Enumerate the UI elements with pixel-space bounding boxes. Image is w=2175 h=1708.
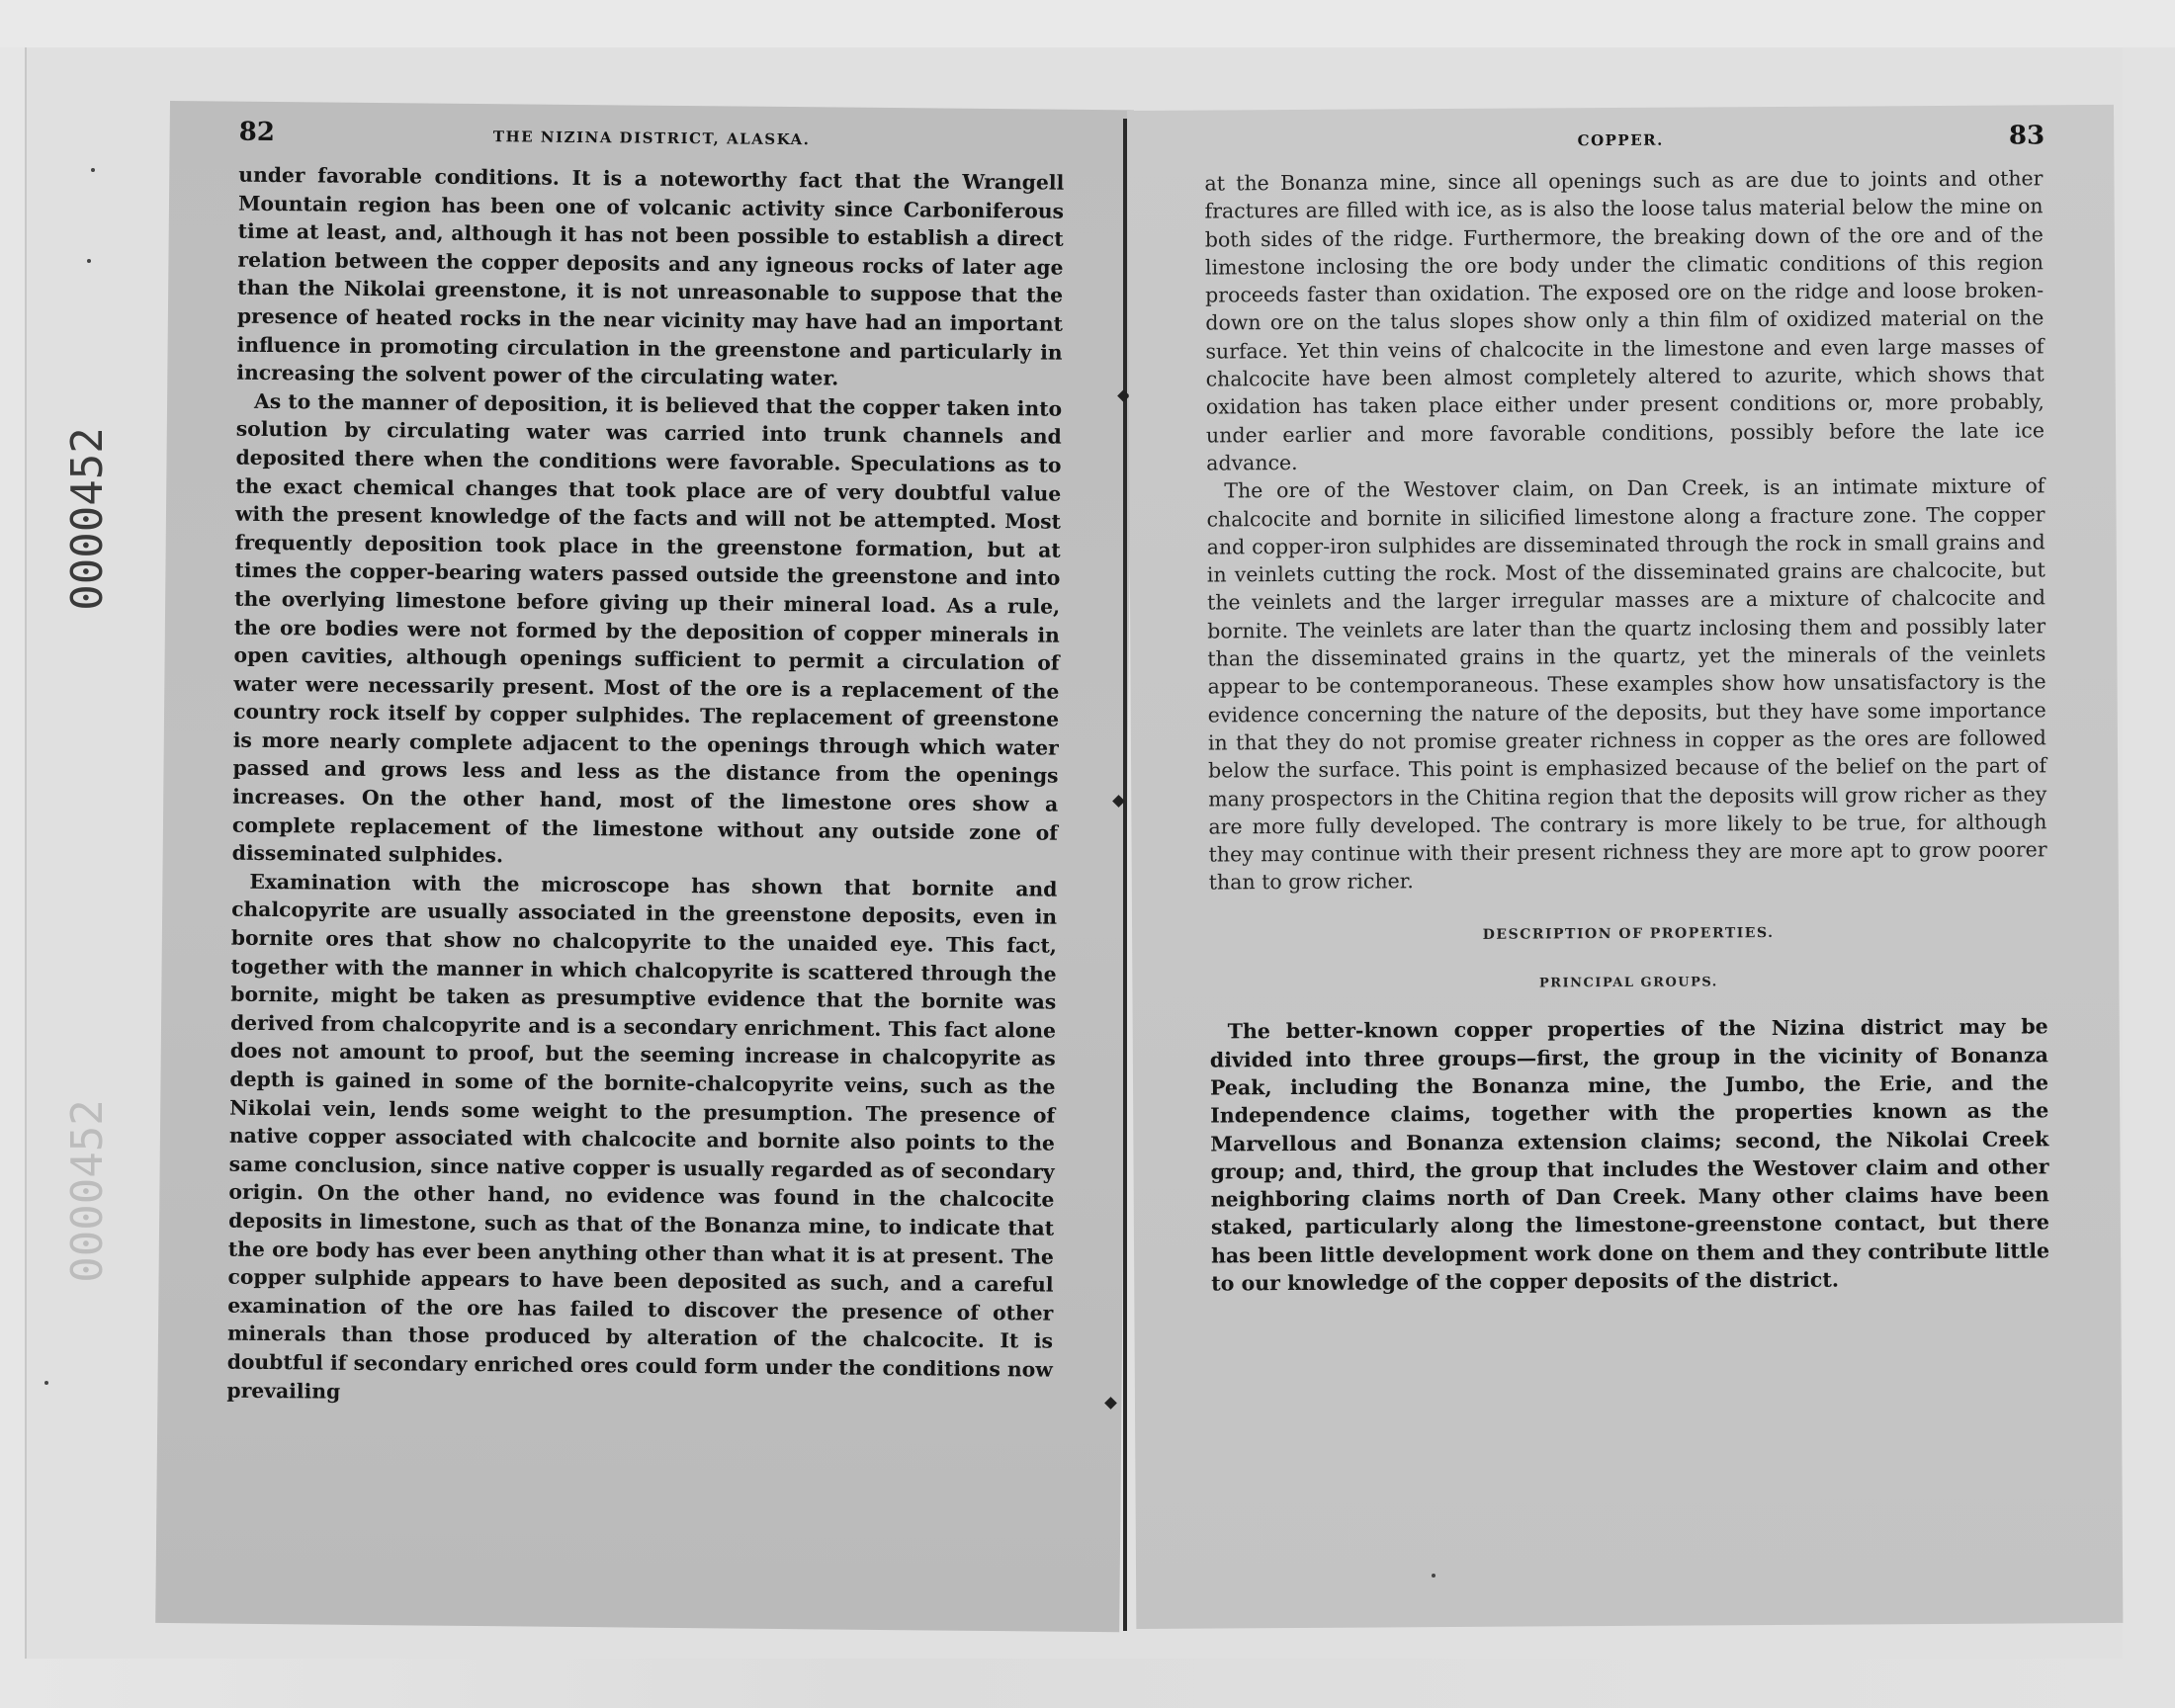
subsection-heading: PRINCIPAL GROUPS.	[1538, 975, 1718, 991]
right-page	[1127, 105, 2123, 1629]
right-paragraph-1: at the Bonanza mine, since all openings such as are due to joints and other fractures are filled with ice, as is also the loose talus material below the mine on both sides of the ridge. Furthermore, the breaking down of the ore and of the limestone inclosing the ore body under the climatic conditions of this region proceeds faster than oxidation. The exposed ore on the ridge and loose broken-down ore on the talus slopes show only a thin film of oxidized material on the surface. Yet thin veins of chalcocite in the limestone and even large masses of chalcocite have been almost completely altered to azurite, which shows that oxidation has taken place either under present conditions or, more probably, under earlier and more favorable conditions, possibly before the late ice advance.	[1204, 166, 2045, 475]
left-body-text	[226, 161, 1064, 1412]
left-paragraph-3: Examination with the microscope has shown that bornite and chalcopyrite are usually associated in the greenstone deposits, even in bornite ores that show no chalcopyrite to the unaided eye. This fact, together with the manner in which chalcopyrite is scattered through the bornite, might be taken as presumptive evidence that the bornite was derived from chalcopyrite and is a secondary enrichment. This fact alone does not amount to proof, but the seeming increase in chalcopyrite as depth is gained in some of the bornite-chalcopyrite veins, such as the Nikolai vein, lends some weight to the presumption. The presence of native copper associated with chalcocite and bornite also points to the same conclusion, since native copper is usually regarded as of secondary origin. On the other hand, no evidence was found in the chalcocite deposits in limestone, such as that of the Bonanza mine, to indicate that the ore body has ever been anything other than what it is at present. The copper sulphide appears to have been deposited as such, and a careful examination of the ore has failed to discover the presence of other minerals than those produced by alteration of the chalcocite. It is doubtful if secondary enriched ores could form under the conditions now prevailing	[226, 869, 1058, 1404]
right-paragraph-2: The ore of the Westover claim, on Dan Creek, is an intimate mixture of chalcocite and bornite in silicified limestone along a fracture zone. The copper and copper-iron sulphides are disseminated through the rock in small grains and in veinlets cutting the rock. Most of the disseminated grains are chalcocite, but the veinlets and the larger irregular masses are a mixture of chalcocite and bornite. The veinlets are later than the quartz inclosing them and possibly later than the disseminated grains in the quartz, yet the minerals of the veinlets appear to be contemporaneous. These examples show how unsatisfactory is the evidence concerning the nature of the deposits, but they have some importance in that they do not promise greater richness in copper as the ores are followed below the surface. This point is emphasized because of the belief on the part of many prospectors in the Chitina region that the deposits will grow richer as they are more fully developed. The contrary is more likely to be true, for although they may continue with their present richness they are more apt to grow poorer than to grow richer.	[1206, 473, 2047, 895]
right-running-head: COPPER.	[1577, 130, 1664, 150]
right-page-number: 83	[2008, 121, 2045, 151]
book-gutter	[1123, 119, 1127, 1631]
left-paragraph-1: under favorable conditions. It is a noteworthy fact that the Wrangell Mountain region has been one of volcanic activity since Carboniferous time at least, and, although it has not been possible to establish a direct relation between the copper deposits and any igneous rocks of later age than the Nikolai greenstone, it is not unreasonable to suppose that the presence of heated rocks in the near vicinity may have had an important influence in promoting circulation in the greenstone and particularly in increasing the solvent power of the circulating water.	[236, 162, 1065, 390]
scanner-top-strip	[0, 0, 2175, 47]
right-body-text	[1204, 164, 2049, 1297]
scan-speck	[91, 168, 95, 172]
scan-speck	[1432, 1574, 1436, 1578]
archive-stamp-bleedthrough: 0000452	[61, 1099, 113, 1283]
right-paragraph-3: The better-known copper properties of the Nizina district may be divided into three groups—first, the group in the vicinity of Bonanza Peak, including the Bonanza mine, the Jumbo, the Erie, and the Independence claims, together with the properties known as the Marvellous and Bonanza extension claims; second, the Nikolai Creek group; and, third, the group that includes the Westover claim and other neighboring claims north of Dan Creek. Many other claims have been staked, particularly along the limestone-greenstone contact, but there has been little development work done on them and they contribute little to our knowledge of the copper deposits of the district.	[1209, 1014, 2050, 1296]
section-heading: DESCRIPTION OF PROPERTIES.	[1482, 924, 1775, 943]
left-page	[155, 101, 1134, 1632]
archive-stamp: 0000452	[61, 427, 113, 611]
scan-speck	[87, 259, 91, 263]
right-page-header	[1196, 121, 2044, 165]
left-paragraph-2: As to the manner of deposition, it is believed that the copper taken into solution by circulating water was carried into trunk channels and deposited there when the conditions were favorable. Speculations as to the exact chemical changes that took place are of very doubtful value with the present knowledge of the facts and will not be attempted. Most frequently deposition took place in the greenstone formation, but at times the copper-bearing waters passed outside the greenstone and into the overlying limestone before giving up their mineral load. As a rule, the ore bodies were not formed by the deposition of copper minerals in open cavities, although openings sufficient to permit a circulation of water were necessarily present. Most of the ore is a replacement of the country rock itself by copper sulphides. The replacement of greenstone is more nearly complete adjacent to the openings through which water passed and grows less and less as the distance from the openings increases. On the other hand, most of the limestone ores show a complete replacement of the limestone without any outside zone of disseminated sulphides.	[231, 388, 1063, 868]
scan-speck	[44, 1381, 48, 1385]
left-page-header	[238, 118, 1064, 165]
left-page-number: 82	[238, 117, 276, 148]
left-running-head: THE NIZINA DISTRICT, ALASKA.	[492, 128, 811, 149]
